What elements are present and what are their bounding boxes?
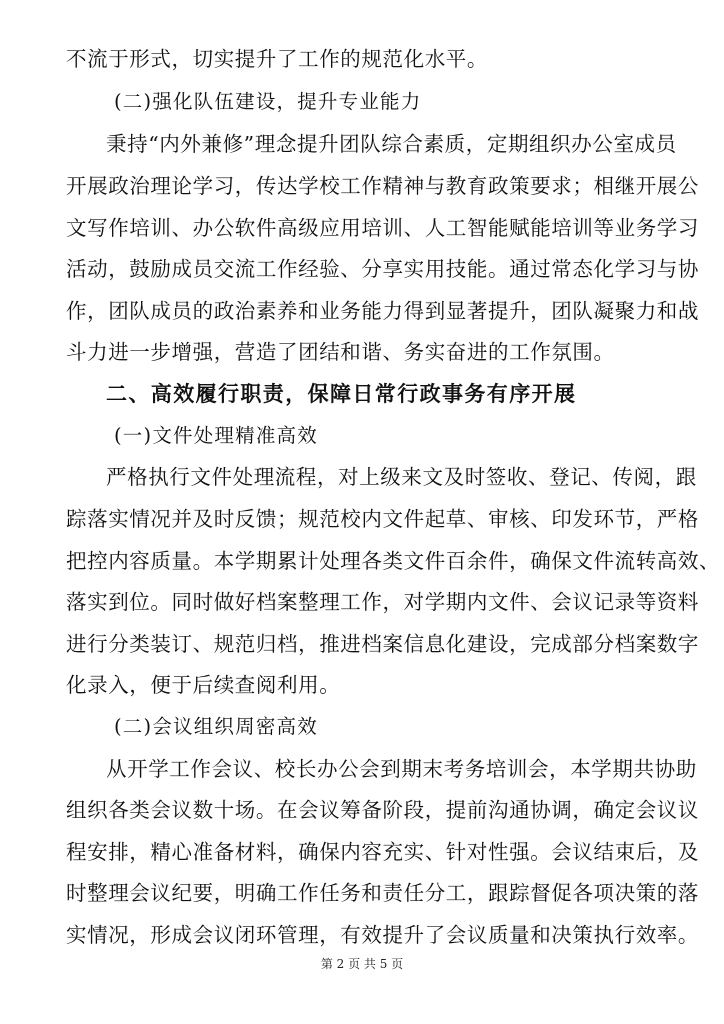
paragraph-line: 程安排，精心准备材料，确保内容充实、针对性强。会议结束后，及 bbox=[66, 840, 699, 864]
paragraph-line: 踪落实情况并及时反馈；规范校内文件起草、审核、印发环节，严格 bbox=[66, 507, 699, 531]
page-number-footer: 第 2 页 共 5 页 bbox=[320, 957, 404, 971]
section-heading-meetings: (二)会议组织周密高效 bbox=[114, 715, 318, 738]
paragraph-line: 实情况，形成会议闭环管理，有效提升了会议质量和决策执行效率。 bbox=[66, 923, 699, 947]
paragraph-line: 组织各类会议数十场。在会议筹备阶段，提前沟通协调，确定会议议 bbox=[66, 798, 699, 822]
paragraph-line: 把控内容质量。本学期累计处理各类文件百余件，确保文件流转高效、 bbox=[66, 549, 721, 573]
paragraph-line: 活动，鼓励成员交流工作经验、分享实用技能。通过常态化学习与协 bbox=[66, 257, 699, 281]
paragraph-line: 作，团队成员的政治素养和业务能力得到显著提升，团队凝聚力和战 bbox=[66, 299, 699, 323]
paragraph-line: 落实到位。同时做好档案整理工作，对学期内文件、会议记录等资料 bbox=[66, 590, 699, 614]
paragraph-line: 斗力进一步增强，营造了团结和谐、务实奋进的工作氛围。 bbox=[66, 340, 615, 364]
paragraph-line: 开展政治理论学习，传达学校工作精神与教育政策要求；相继开展公 bbox=[66, 174, 699, 198]
paragraph-line: 化录入，便于后续查阅利用。 bbox=[66, 673, 341, 697]
paragraph-line: 不流于形式，切实提升了工作的规范化水平。 bbox=[66, 47, 488, 71]
section-heading-team-building: (二)强化队伍建设，提升专业能力 bbox=[114, 90, 422, 113]
paragraph-line: 时整理会议纪要，明确工作任务和责任分工，跟踪督促各项决策的落 bbox=[66, 881, 699, 905]
paragraph-line: 进行分类装订、规范归档，推进档案信息化建设，完成部分档案数字 bbox=[66, 632, 699, 656]
paragraph-line: 从开学工作会议、校长办公会到期末考务培训会，本学期共协助 bbox=[106, 757, 697, 781]
paragraph-line: 严格执行文件处理流程，对上级来文及时签收、登记、传阅，跟 bbox=[106, 465, 697, 489]
section-heading-duties: 二、高效履行职责，保障日常行政事务有序开展 bbox=[106, 382, 577, 406]
section-heading-file-handling: (一)文件处理精准高效 bbox=[114, 424, 318, 447]
paragraph-line: 文写作培训、办公软件高级应用培训、人工智能赋能培训等业务学习 bbox=[66, 216, 699, 240]
paragraph-line: 秉持“内外兼修”理念提升团队综合素质，定期组织办公室成员 bbox=[106, 132, 677, 156]
